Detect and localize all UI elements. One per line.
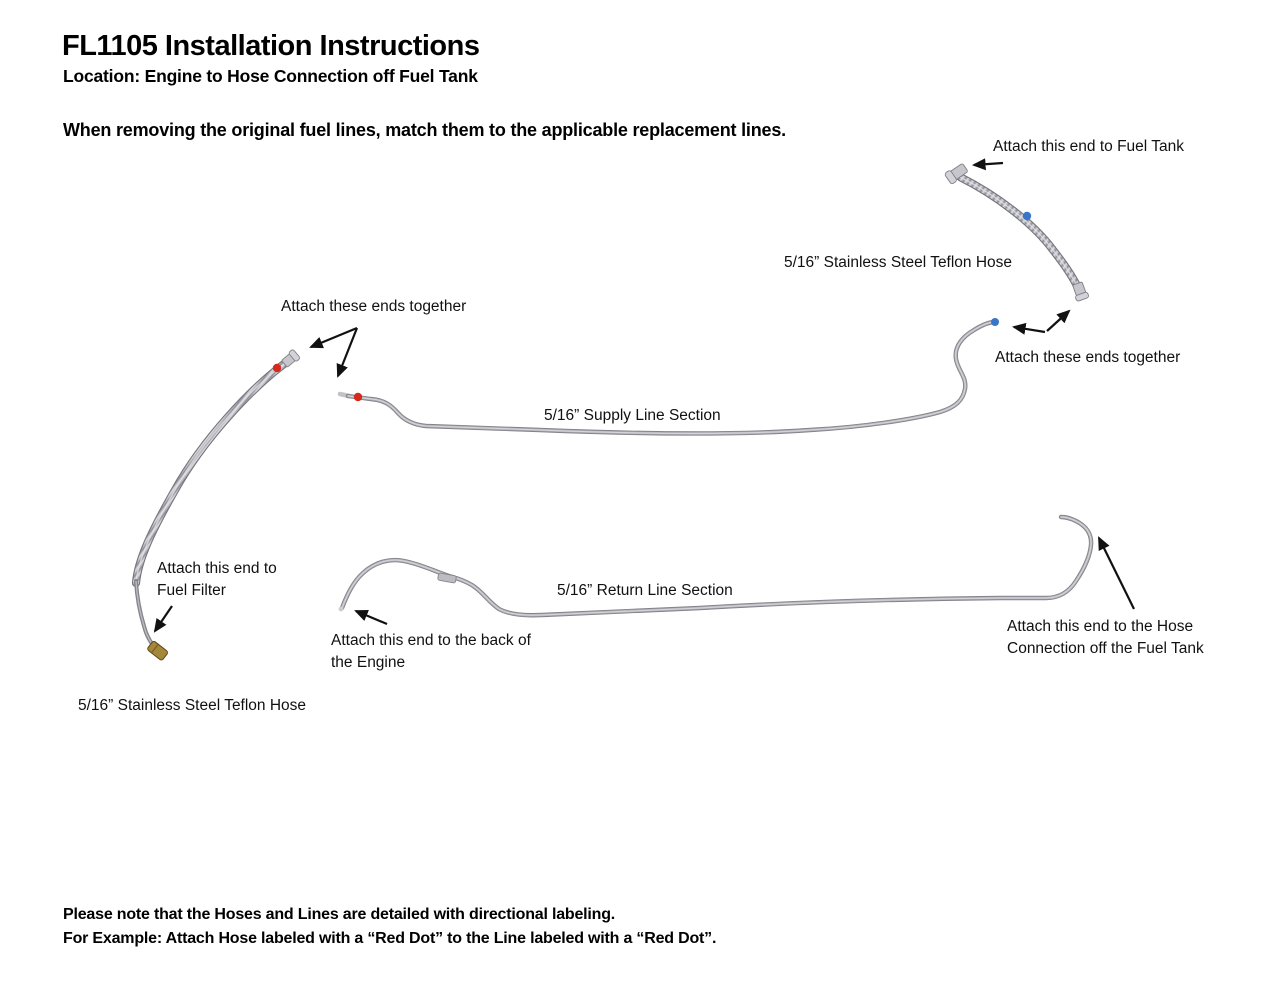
intro-instruction: When removing the original fuel lines, match them to the applicable replacement lines. (63, 120, 786, 140)
label-hose-right: 5/16” Stainless Steel Teflon Hose (784, 254, 1013, 271)
hose-fuel-filter (136, 349, 301, 661)
blue-dot-marker (991, 318, 999, 326)
line-tip (339, 607, 344, 612)
footer-note-line2: For Example: Attach Hose labeled with a “Red Dot” to the Line labeled with a “Red Dot”. (63, 930, 717, 947)
red-dot-marker (354, 393, 362, 401)
label-attach-fuel-tank: Attach this end to Fuel Tank (993, 138, 1184, 155)
red-dot-marker (273, 364, 281, 372)
arrow-fuel-filter-icon (155, 606, 172, 631)
hose-bare-tube (136, 581, 153, 645)
footer-note-line1: Please note that the Hoses and Lines are detailed with directional labeling. (63, 906, 616, 923)
arrow-attach-right-line-icon (1014, 327, 1045, 332)
arrow-attach-right-hose-icon (1047, 311, 1069, 331)
return-line (339, 517, 1092, 615)
label-hose-left: 5/16” Stainless Steel Teflon Hose (78, 697, 307, 714)
page-title: FL1105 Installation Instructions (62, 30, 480, 62)
label-attach-fuel-filter-line2: Fuel Filter (157, 582, 226, 599)
arrow-engine-icon (356, 611, 387, 624)
arrow-hose-connection-icon (1099, 538, 1134, 609)
label-attach-together-right: Attach these ends together (995, 349, 1181, 366)
label-return-line: 5/16” Return Line Section (557, 582, 733, 599)
line-union-sleeve (438, 573, 457, 583)
label-attach-together-left: Attach these ends together (281, 298, 467, 315)
hose-fitting-lower-end (1071, 281, 1089, 301)
label-attach-engine-line1: Attach this end to the back of (331, 632, 531, 649)
label-attach-hose-conn-line2: Connection off the Fuel Tank (1007, 640, 1204, 657)
label-attach-hose-conn-line1: Attach this end to the Hose (1007, 618, 1194, 635)
arrow-fuel-tank-icon (974, 163, 1003, 165)
hose-fuel-tank (944, 162, 1089, 302)
label-attach-fuel-filter-line1: Attach this end to (157, 560, 277, 577)
location-subtitle: Location: Engine to Hose Connection off Fuel Tank (63, 66, 478, 86)
label-attach-engine-line2: the Engine (331, 654, 406, 671)
blue-dot-marker (1023, 212, 1031, 220)
callout-arrows (155, 163, 1134, 631)
label-supply-line: 5/16” Supply Line Section (544, 407, 721, 424)
